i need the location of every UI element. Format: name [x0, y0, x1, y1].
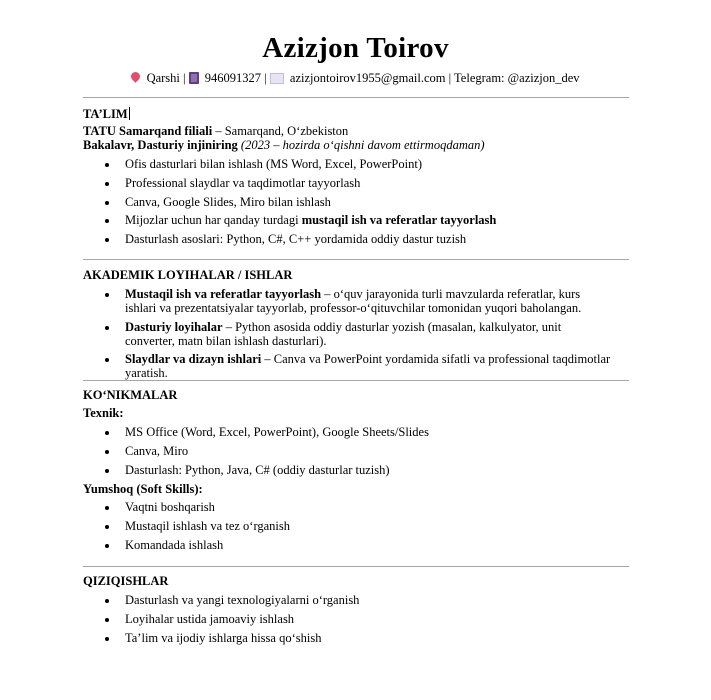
section-divider	[83, 259, 629, 260]
list-item: Dasturlash asoslari: Python, C#, C++ yordamida oddiy dastur tuzish	[107, 233, 612, 247]
contact-email[interactable]: azizjontoirov1955@gmail.com	[289, 71, 446, 85]
separator: |	[183, 71, 189, 85]
contact-line	[0, 70, 711, 86]
section-divider	[83, 566, 629, 567]
institution-name: TATU Samarqand filiali	[83, 124, 213, 138]
separator: |	[448, 71, 455, 85]
contact-city: Qarshi	[146, 71, 180, 85]
list-item: Canva, Miro	[107, 445, 612, 459]
location-pin-icon	[131, 72, 140, 84]
phone-icon	[189, 72, 199, 84]
contact-phone: 946091327	[204, 71, 262, 85]
list-item: Dasturlash va yangi texnologiyalarni o‘rganish	[107, 594, 612, 608]
list-item: Dasturlash: Python, Java, C# (oddiy dasturlar tuzish)	[107, 464, 612, 478]
text-cursor	[129, 107, 130, 120]
section-heading-skills: KO‘NIKMALAR	[83, 388, 178, 402]
list-item: Loyihalar ustida jamoaviy ishlash	[107, 613, 612, 627]
institution-location: Samarqand, O‘zbekiston	[224, 124, 349, 138]
list-item: Komandada ishlash	[107, 539, 612, 553]
section-heading-projects: AKADEMIK LOYIHALAR / ISHLAR	[83, 268, 293, 282]
list-item: Mustaqil ish va referatlar tayyorlash – o‘quv jarayonida turli mavzularda referatlar, kurs ishlari va prezentatsiyalar tayyorlab, professor-o‘qituvchilar tomonidan yuqori baholangan.	[107, 288, 612, 315]
section-divider	[83, 380, 629, 381]
skills-technical-label: Texnik:	[83, 406, 124, 420]
list-item: Canva, Google Slides, Miro bilan ishlash	[107, 196, 612, 210]
section-heading-education: TA’LIM	[83, 107, 128, 121]
list-item: Professional slaydlar va taqdimotlar tayyorlash	[107, 177, 612, 191]
list-item: Mustaqil ishlash va tez o‘rganish	[107, 520, 612, 534]
contact-telegram[interactable]: @azizjon_dev	[507, 71, 580, 85]
list-item: Ofis dasturlari bilan ishlash (MS Word, Excel, PowerPoint)	[107, 158, 612, 172]
list-item: Mijozlar uchun har qanday turdagi mustaqil ish va referatlar tayyorlash	[107, 214, 612, 228]
email-icon	[270, 73, 284, 84]
list-item: Vaqtni boshqarish	[107, 501, 612, 515]
degree-name: Bakalavr, Dasturiy injiniring	[83, 138, 238, 152]
list-item: Dasturiy loyihalar – Python asosida oddiy dasturlar yozish (masalan, kalkulyator, unit converter, matn bilan ishlash dasturlari).	[107, 321, 612, 348]
list-item: Slaydlar va dizayn ishlari – Canva va PowerPoint yordamida sifatli va professional taqdimotlar yaratish.	[107, 353, 612, 380]
separator: |	[264, 71, 270, 85]
section-divider	[83, 97, 629, 98]
resume-name: Azizjon Toirov	[262, 32, 449, 64]
education-degree-line	[83, 138, 485, 153]
skills-soft-label: Yumshoq (Soft Skills):	[83, 482, 203, 496]
degree-note: (2023 – hozirda o‘qishni davom ettirmoqdaman)	[240, 138, 485, 152]
list-item: Ta’lim va ijodiy ishlarga hissa qo‘shish	[107, 632, 612, 646]
list-item: MS Office (Word, Excel, PowerPoint), Google Sheets/Slides	[107, 426, 612, 440]
education-institution-line: TATU Samarqand filiali – Samarqand, O‘zbekiston	[83, 124, 349, 138]
contact-telegram-label: Telegram:	[454, 71, 505, 85]
section-heading-interests: QIZIQISHLAR	[83, 574, 169, 588]
